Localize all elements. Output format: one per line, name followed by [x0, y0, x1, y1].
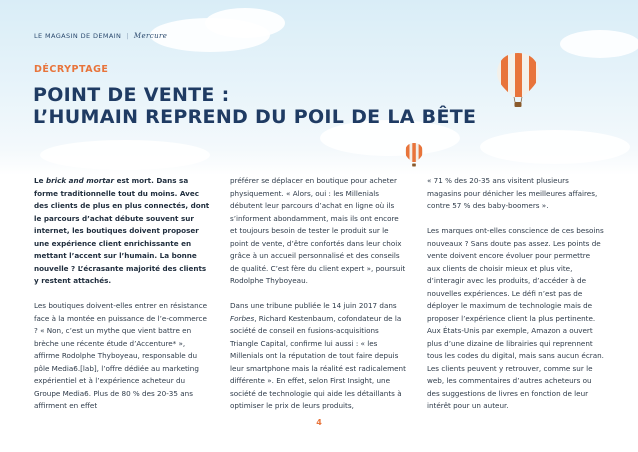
cloud	[40, 140, 210, 170]
body-paragraph	[230, 300, 406, 413]
cloud	[560, 30, 638, 58]
text-column-1	[34, 175, 210, 425]
hot-air-balloon-icon	[496, 52, 540, 108]
page-number: 4	[316, 418, 322, 427]
title-line-1: POINT DE VENTE :	[33, 84, 230, 106]
lead-emphasis: brick and mortar	[45, 176, 115, 185]
cloud	[205, 8, 285, 38]
title-line-2: L’HUMAIN REPREND DU POIL DE LA BÊTE	[33, 106, 477, 128]
text-column-3	[427, 175, 605, 425]
body-text: , Richard Kestenbaum, cofondateur de la société de conseil en fusions-acquisitions Triangle Capital, confirme lui aussi : « les Millenials ont la réputation de tout faire depuis leur smartphone mais la réalité est radicalement différente ». En effet, selon First Insight, une société de technologie qui aide les détaillants à optimiser le prix de leurs produits,	[230, 313, 406, 410]
lead-text: Le	[34, 176, 46, 185]
page-title	[33, 84, 476, 128]
text-column-2	[230, 175, 406, 425]
small-hot-air-balloon-icon	[404, 142, 424, 168]
body-paragraph: Les boutiques doivent-elles entrer en résistance face à la montée en puissance de l’e-commerce ? « Non, c’est un mythe que vient battre en brèche une récente étude d’Accenture* », affirme Rodolphe Thyboyeau, responsable du pôle Media6.[lab], l’offre dédiée au marketing expérientiel et à l’expérience acheteur du Groupe Media6. Plus de 80 % des 20-35 ans affirment en effet	[34, 301, 208, 410]
lead-text: est mort. Dans sa forme traditionnelle tout du moins. Avec des clients de plus en plus connectés, dont le parcours d’achat débute souvent sur internet, les boutiques doivent proposer une expérience client enrichissante en mettant l’accent sur l’humain. La bonne nouvelle ? L’écrasante majorité des clients y restent attachés.	[34, 176, 210, 285]
running-header	[34, 32, 167, 40]
section-kicker: DÉCRYPTAGE	[34, 64, 109, 75]
body-text: Dans une tribune publiée le 14 juin 2017 dans	[230, 301, 397, 310]
brand-signature: Mercure	[133, 32, 168, 40]
lead-paragraph	[34, 175, 210, 288]
body-paragraph: préférer se déplacer en boutique pour acheter physiquement. « Alors, oui : les Millenials débutent leur parcours d’achat en ligne où ils s’informent abondamment, mais ils ont encore et toujours besoin de tester le produit sur le point de vente, d’être confortés dans leur choix grâce à un accueil personnalisé et des conseils de qualité. C’est fère du client expert », poursuit Rodolphe Thyboyeau.	[230, 176, 406, 285]
body-paragraph: « 71 % des 20-35 ans visitent plusieurs magasins pour dénicher les meilleures affaires, contre 57 % des baby-boomers ».	[427, 176, 598, 210]
magazine-name: LE MAGASIN DE DEMAIN	[34, 32, 122, 40]
publication-name: Forbes	[230, 313, 255, 323]
body-paragraph: Les marques ont-elles conscience de ces besoins nouveaux ? Sans doute pas assez. Les points de vente doivent encore évoluer pour permettre aux clients de choisir mieux et plus vite, d’interagir avec les produits, d’accéder à de nouvelles expériences. Le défi n’est pas de déployer le maximum de technologie mais de proposer l’expérience client la plus pertinente. Aux États-Unis par exemple, Amazon a ouvert plus d’une dizaine de librairies qui reprennent tous les codes du digital, mais sans aucun écran. Les clients peuvent y retrouver, comme sur le web, les commentaires d’autres acheteurs ou des suggestions de livres en fonction de leur intérêt pour un auteur.	[427, 226, 604, 410]
header-separator: |	[126, 32, 129, 40]
cloud	[480, 130, 630, 164]
